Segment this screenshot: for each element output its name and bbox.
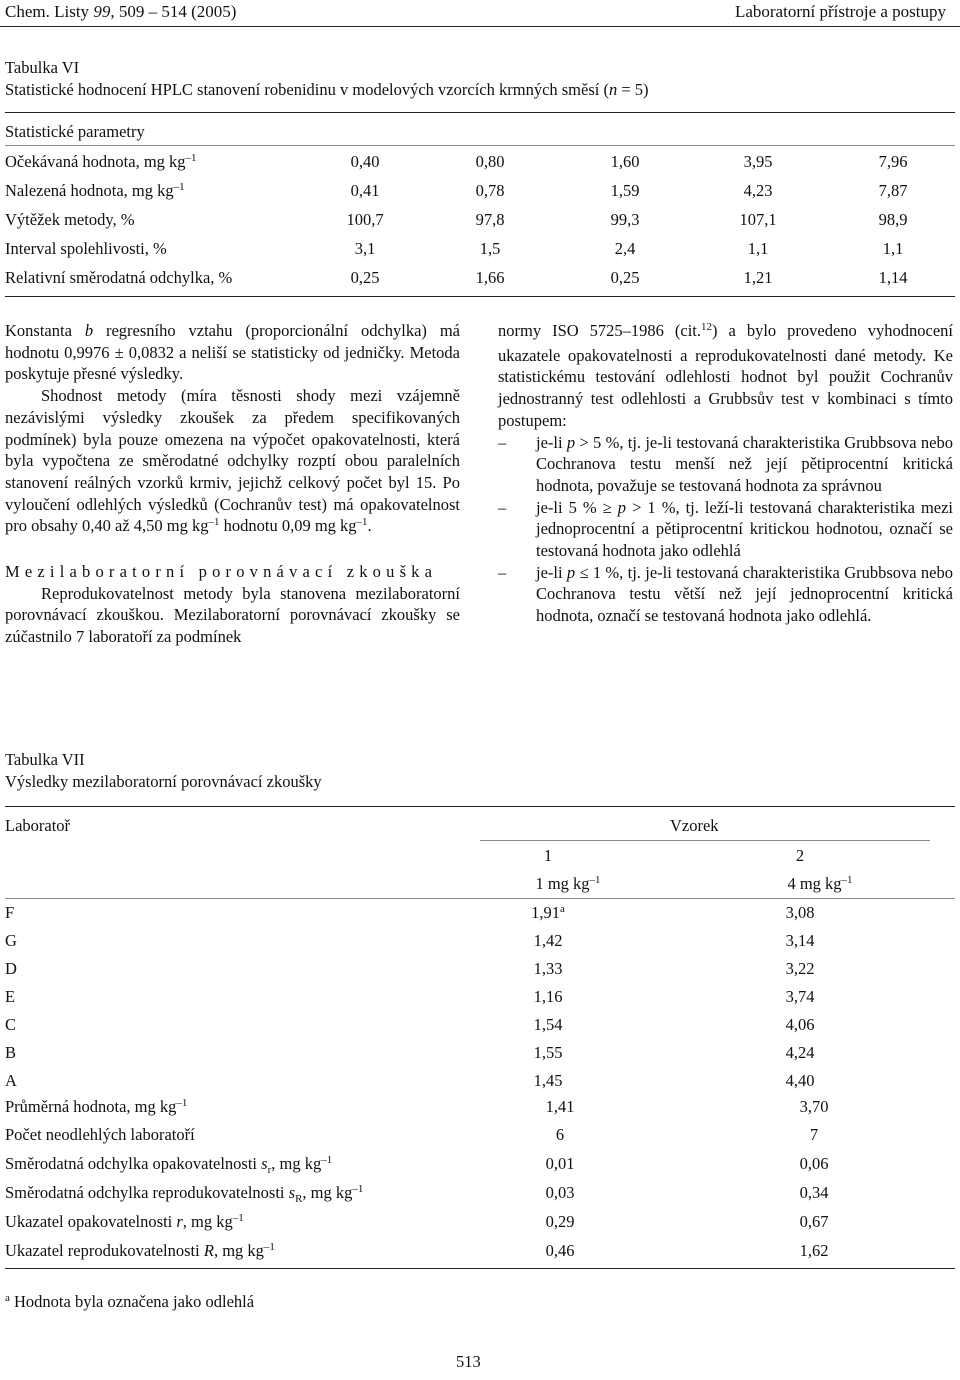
table7-cell-sample2: 4,24 — [785, 1043, 815, 1062]
table7-stat-label — [5, 1241, 275, 1261]
table6-row-label-text: Očekávaná hodnota, mg kg — [5, 152, 186, 171]
table6-cell: 0,25 — [350, 268, 380, 287]
table7-row-stat — [0, 1097, 960, 1119]
table7-stat-sup: –1 — [321, 1154, 333, 1166]
table7-caption: Výsledky mezilaboratorní porovnávací zkoušky — [5, 772, 322, 791]
table7-cell-sample2: 0,34 — [799, 1183, 829, 1202]
section-heading: Mezilaboratorní porovnávací zkouška — [5, 562, 438, 582]
table7-row-lab — [0, 931, 960, 953]
table7-cell-sample1 — [508, 903, 588, 923]
table7-row-stat — [0, 1154, 960, 1176]
bullet-item-1: – je-li p > 5 %, tj. je-li testovaná charakteristika Grubbsova nebo Cochranova testu menší než její pětiprocentní kritická hodnota, považuje se testovaná hodnota za správnou — [498, 432, 953, 495]
table7-lab-name: B — [5, 1043, 17, 1062]
table7-stat-unit: , mg kg — [271, 1154, 322, 1173]
table7-header-rule — [5, 898, 955, 899]
table7-cell-sample1: 0,01 — [545, 1154, 575, 1173]
table7-cell-sample1: 1,41 — [545, 1097, 575, 1116]
table6-cell: 100,7 — [346, 210, 384, 229]
table7-cell-value: 1,55 — [533, 1043, 563, 1062]
table6-cell: 0,78 — [475, 181, 505, 200]
table7-stat-unit: , mg kg — [302, 1183, 353, 1202]
table7-row-stat — [0, 1212, 960, 1234]
table6-row-label-text: Relativní směrodatná odchylka, % — [5, 268, 233, 287]
table7-stat-symbol: s — [288, 1183, 296, 1202]
table6-row — [0, 210, 960, 232]
table7-stat-subscript: R — [295, 1193, 303, 1205]
table7-sample-2: 2 — [795, 846, 805, 865]
running-header-right: Laboratorní přístroje a postupy — [734, 2, 946, 21]
table6-cell: 1,66 — [475, 268, 505, 287]
table6-cell: 7,96 — [878, 152, 908, 171]
table7-stat-symbol: s — [261, 1154, 268, 1173]
table7-cell-sample2: 1,62 — [799, 1241, 829, 1260]
table7-stat-label-text: Počet neodlehlých laboratoří — [5, 1125, 195, 1144]
table7-lab-name: A — [5, 1071, 17, 1090]
table6-cell: 1,59 — [610, 181, 640, 200]
table6-cell: 107,1 — [739, 210, 777, 229]
table6-cell: 1,1 — [747, 239, 769, 258]
table7-cell-sample2: 4,40 — [785, 1071, 815, 1090]
table7-row-stat — [0, 1125, 960, 1147]
table7-row-lab — [0, 959, 960, 981]
table7-row-stat — [0, 1241, 960, 1263]
table6-cell: 7,87 — [878, 181, 908, 200]
table7-cell-sample1: 6 — [555, 1125, 565, 1144]
table6-row-label — [5, 210, 135, 230]
table7-stat-sup: –1 — [263, 1241, 275, 1253]
table7-cell-sample2: 3,14 — [785, 931, 815, 950]
table7-sample-1: 1 — [543, 846, 553, 865]
table6-row-label — [5, 268, 232, 288]
table6-row-label — [5, 181, 185, 201]
table7-stat-label-text: Průměrná hodnota, mg kg — [5, 1097, 177, 1116]
table7-lab-name: C — [5, 1015, 17, 1034]
table6-cell: 0,80 — [475, 152, 505, 171]
table7-col-laborator: Laboratoř — [5, 816, 71, 835]
table7-cell-value: 1,54 — [533, 1015, 563, 1034]
page-number: 513 — [456, 1352, 481, 1371]
table6-cell: 1,60 — [610, 152, 640, 171]
table7-top-rule — [5, 806, 955, 807]
table7-col-vzorek: Vzorek — [670, 816, 719, 835]
table6-row-label — [5, 152, 197, 172]
table7-stat-sup: –1 — [352, 1183, 364, 1195]
table7-cell-sample2: 3,22 — [785, 959, 815, 978]
header-rule — [0, 26, 960, 27]
table6-cell: 97,8 — [475, 210, 505, 229]
table7-stat-symbol: r — [176, 1212, 183, 1231]
table7-cell-sample2: 0,67 — [799, 1212, 829, 1231]
table6-cell: 2,4 — [614, 239, 636, 258]
table7-lab-name: D — [5, 959, 17, 978]
table7-stat-subscript: r — [267, 1164, 272, 1176]
running-header-left: Chem. Listy 99, 509 – 514 (2005) — [5, 2, 237, 21]
table7-spanner-rule — [480, 840, 930, 841]
table6-cell: 1,5 — [479, 239, 501, 258]
table7-cell-sample2: 7 — [809, 1125, 819, 1144]
table7-cell-sample1: 0,03 — [545, 1183, 575, 1202]
table6-label: Tabulka VI — [5, 58, 80, 77]
table6-caption: Statistické hodnocení HPLC stanovení robenidinu v modelových vzorcích krmných směsí (n = 5) — [5, 80, 649, 99]
table7-cell-sample2: 3,74 — [785, 987, 815, 1006]
table7-stat-sup: –1 — [176, 1097, 188, 1109]
table7-row-stat — [0, 1183, 960, 1205]
table7-stat-label — [5, 1212, 244, 1232]
table7-unit-2: 4 mg $kg^{-1}$ — [787, 874, 853, 893]
table6-cell: 99,3 — [610, 210, 640, 229]
table6-row — [0, 152, 960, 174]
table6-row-label-text: Nalezená hodnota, mg kg — [5, 181, 174, 200]
table6-row-label-text: Interval spolehlivosti, % — [5, 239, 167, 258]
table6-row — [0, 268, 960, 290]
table7-stat-unit: , mg kg — [182, 1212, 233, 1231]
table6-bottom-rule — [5, 296, 955, 297]
table7-cell-sample1 — [508, 1043, 588, 1063]
table7-footnote: $^a$ Hodnota byla označena jako odlehlá — [5, 1292, 255, 1311]
table6-row — [0, 181, 960, 203]
table6-cell: 0,40 — [350, 152, 380, 171]
table7-label: Tabulka VII — [5, 750, 85, 769]
table7-stat-unit: , mg kg — [213, 1241, 264, 1260]
paragraph-interlab: Reprodukovatelnost metody byla stanovena mezilaboratorní porovnávací zkouškou. Mezilaboratorní porovnávací zkoušky se zúčastnilo 7 laboratoří za podmínek — [5, 583, 460, 647]
table7-cell-sample1 — [508, 1071, 588, 1091]
right-column — [498, 320, 953, 627]
table7-stat-label — [5, 1154, 332, 1174]
table7-stat-label-text: Ukazatel opakovatelnosti — [5, 1212, 177, 1231]
table6-cell: 1,14 — [878, 268, 908, 287]
table7-stat-label — [5, 1097, 187, 1117]
table7-row-lab — [0, 987, 960, 1009]
table6-header-rule — [5, 145, 955, 146]
table7-cell-sample1: 0,29 — [545, 1212, 575, 1231]
table6-section-header: Statistické parametry — [5, 122, 145, 141]
table6-row-label — [5, 239, 167, 259]
table7-lab-name: E — [5, 987, 16, 1006]
table6-row — [0, 239, 960, 261]
paragraph-linearity: Konstanta b regresního vztahu (proporcionální odchylka) má hodnotu 0,9976 ± 0,0832 a neliší se statisticky od jedničky. Metoda poskytuje přesné výsledky. — [5, 321, 460, 384]
table6-cell: 3,95 — [743, 152, 773, 171]
table6-cell: 1,1 — [882, 239, 904, 258]
table7-lab-name: G — [5, 931, 17, 950]
table7-cell-sample2: 3,70 — [799, 1097, 829, 1116]
table7-row-lab — [0, 1043, 960, 1065]
table7-cell-sample2: 4,06 — [785, 1015, 815, 1034]
table6-cell: 0,41 — [350, 181, 380, 200]
table6-row-label-text: Výtěžek metody, % — [5, 210, 135, 229]
table7-row-lab — [0, 903, 960, 925]
table7-cell-sample1 — [508, 1015, 588, 1035]
table7-cell-value: 1,91 — [531, 903, 560, 922]
table7-cell-sample2: 3,08 — [785, 903, 815, 922]
paragraph-iso: normy ISO 5725–1986 (cit.$^{12}$) a bylo provedeno vyhodnocení ukazatele opakovatelnosti a reprodukovatelnosti dané metody. Ke statistickému testování odlehlosti hodnot byl použit Cochranův jednostranný test odlehlosti a Grubbsův test v kombinaci s tímto postupem: — [498, 321, 954, 430]
table7-cell-value: 1,33 — [533, 959, 563, 978]
left-column — [5, 320, 460, 648]
table7-stat-label-text: Směrodatná odchylka reprodukovatelnosti — [5, 1183, 289, 1202]
table7-cell-value: 1,45 — [533, 1071, 563, 1090]
table6-cell: 3,1 — [354, 239, 376, 258]
table7-stat-sup: –1 — [232, 1212, 244, 1224]
table7-stat-label-text: Směrodatná odchylka opakovatelnosti — [5, 1154, 262, 1173]
table6-cell: 0,25 — [610, 268, 640, 287]
table6-row-label-sup: –1 — [185, 152, 197, 164]
bullet-item-2: – je-li 5 % ≥ p > 1 %, tj. leží-li testovaná charakteristika mezi jednoprocentní a pětiprocentní kritickou hodnotou, označí se testovaná hodnota jako odlehlá — [498, 497, 954, 561]
table7-cell-sample1: 0,46 — [545, 1241, 575, 1260]
table7-stat-label-text: Ukazatel reprodukovatelnosti — [5, 1241, 204, 1260]
table7-row-lab — [0, 1071, 960, 1093]
table7-cell-sample1 — [508, 931, 588, 951]
table6-top-rule — [5, 112, 955, 113]
table7-bottom-rule — [5, 1268, 955, 1269]
table6-row-label-sup: –1 — [173, 181, 185, 193]
table7-stat-symbol: R — [203, 1241, 214, 1260]
paragraph-precision: Shodnost metody (míra těsnosti shody mezi vzájemně nezávislými výsledky zkoušek za předem specifikovaných podmínek) byla pouze omezena na výpočet opakovatelnosti, která byla vypočtena ze směrodatné odchylky rozptí obou paralelních stanovení reálných vzorků krmiv, jejichž celkový počet byl 15. Po vyloučení odlehlých výsledků (Cochranův test) má opakovatelnost pro obsahy 0,40 až 4,50 mg $kg^{-1}$ hodnotu 0,09 mg $kg^{-1}$. — [5, 386, 460, 536]
table7-cell-sample1 — [508, 987, 588, 1007]
bullet-item-3: – je-li p ≤ 1 %, tj. je-li testovaná charakteristika Grubbsova nebo Cochranova testu větší než její jednoprocentní kritická hodnota, označí se testovaná hodnota jako odlehlá. — [498, 562, 953, 626]
table7-lab-name: F — [5, 903, 15, 922]
table7-cell-value: 1,16 — [533, 987, 563, 1006]
table7-cell-sample2: 0,06 — [799, 1154, 829, 1173]
table6-cell: 4,23 — [743, 181, 773, 200]
table7-cell-sample1 — [508, 959, 588, 979]
table7-unit-1: 1 mg $kg^{-1}$ — [535, 874, 601, 893]
table6-cell: 1,21 — [743, 268, 773, 287]
table7-stat-label — [5, 1183, 363, 1203]
table6-cell: 98,9 — [878, 210, 908, 229]
table7-cell-value: 1,42 — [533, 931, 563, 950]
table7-stat-label — [5, 1125, 195, 1145]
table7-row-lab — [0, 1015, 960, 1037]
table7-footnote-mark: a — [559, 903, 565, 915]
